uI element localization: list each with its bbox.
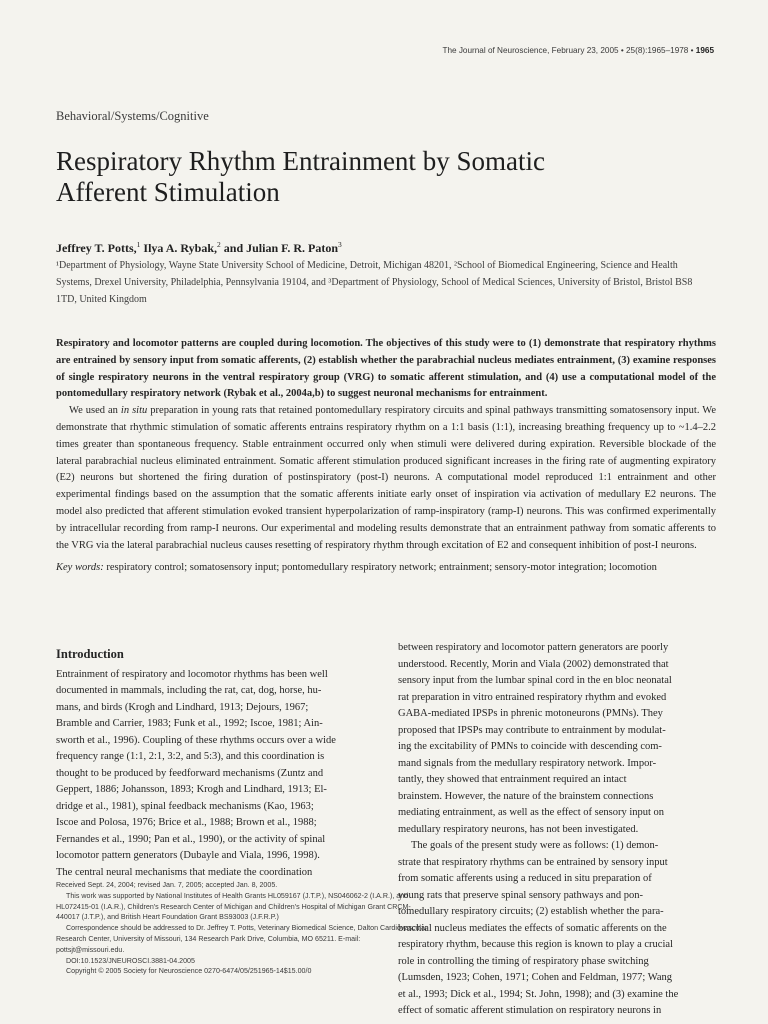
section-label: Behavioral/Systems/Cognitive — [56, 109, 209, 123]
text-line: thought to be produced by feedforward mechanisms (Zuntz and — [56, 767, 324, 779]
text-line: Correspondence should be addressed to Dr. Jeffrey T. Potts, Veterinary Biomedical Science, Dalton Cardiovascular — [66, 924, 428, 933]
text-line: strate that respiratory rhythms can be entrained by sensory input — [398, 856, 668, 868]
text-line: DOI:10.1523/JNEUROSCI.3881-04.2005 — [66, 956, 195, 965]
text-line: medullary respiratory neurons, has not been investigated. — [398, 823, 639, 835]
text-line: et al., 1993; Dick et al., 1994; St. John, 1998); and (3) examine the — [398, 988, 679, 1000]
footnotes — [56, 880, 428, 977]
page-number: 1965 — [695, 46, 714, 55]
text-line: Fernandes et al., 1990; Pan et al., 1990), or the activity of spinal — [56, 833, 326, 845]
title-line-2: Afferent Stimulation — [56, 177, 280, 207]
article-title — [56, 146, 716, 208]
text-line: The central neural mechanisms that mediate the coordination — [56, 866, 313, 878]
text-line: between respiratory and locomotor pattern generators are poorly — [398, 642, 669, 653]
text-line: HL072415-01 (I.A.R.), Children's Research Center of Michigan and Children's Hospital of Michigan Grant CRCM- — [56, 902, 411, 911]
text-line: This work was supported by National Institutes of Health Grants HL059167 (J.T.P.), NS046062-2 (I.A.R.), and — [66, 891, 409, 900]
text-line: tomedullary respiratory circuits; (2) establish whether the para- — [398, 906, 664, 917]
text-line: mediating entrainment, as well as the effect of sensory input on — [398, 807, 665, 818]
text-line: understood. Recently, Morin and Viala (2002) demonstrated that — [398, 658, 669, 670]
abstract-body-rest: preparation in young rats that retained pontomedullary respiratory circuits and spinal pathways transmitting somatosensory input. We demonstrate that rhythmic stimulation of somatic afferents entrains respiratory rhythm on a 1:1 basis (1:1), increasing breathing frequency up to ~1.4–2.2 times greater than spontaneous frequency. Stable entrainment occurred only when stimuli were delivered during expiration. Reversible blockade of the lateral parabrachial nucleus eliminated entrainment. Somatic afferent stimulation produced significant increases in the firing rate of augmenting expiratory (E2) neurons but shortened the firing duration of postinspiratory (post-I) neurons. A computational model reproduced 1:1 entrainment and other experimental findings based on the assumption that the somatic afferents initiate early onset of inspiration via activation of medullary E2 neurons. The model also predicted that afferent stimulation evoked transient hyperpolarization of ramp-inspiratory (ramp-I) neurons. This was confirmed experimentally by intracellular recording from ramp-I neurons. Our experimental and modeling results demonstrate that an entrainment pathway from somatic afferents to the VRG via the lateral parabrachial nucleus causes resetting of respiratory rhythm through excitation of E2 and consequent inhibition of post-I neurons. — [56, 405, 717, 551]
author-1-affil: 1 — [136, 240, 141, 249]
text-line: Iscoe and Polosa, 1976; Brice et al., 1988; Brown et al., 1988; — [56, 817, 317, 828]
text-line: mand signals from the medullary respiratory network. Impor- — [398, 757, 657, 769]
text-line: dridge et al., 1981), spinal feedback mechanisms (Kao, 1963; — [56, 800, 314, 812]
abstract-body — [56, 403, 716, 554]
journal-header — [442, 46, 714, 55]
author-3: and Julian F. R. Paton — [223, 241, 339, 255]
text-line: tantly, they showed that entrainment required an intact — [398, 774, 627, 785]
affiliation-line: ¹Department of Physiology, Wayne State University School of Medicine, Detroit, Michigan 48201, ²School of Biomedical Engineering, Science and Health — [56, 260, 678, 271]
author-2-affil: 2 — [217, 240, 221, 249]
text-line: Geppert, 1886; Johansson, 1893; Krogh and Lindhard, 1913; El- — [56, 784, 327, 795]
text-line: young rats that preserve spinal sensory pathways and pon- — [398, 889, 643, 901]
text-line: effect of somatic afferent stimulation on respiratory neurons in — [398, 1005, 662, 1016]
text-line: locomotor pattern generators (Dubayle and Viala, 1996, 1998). — [56, 850, 320, 861]
keywords-list: respiratory control; somatosensory input; pontomedullary respiratory network; entrainment; sensory-motor integration; locomotion — [106, 562, 657, 574]
text-line: respiratory rhythm, because this region is known to play a crucial — [398, 939, 673, 950]
abstract-summary: Respiratory and locomotor patterns are coupled during locomotion. The objectives of this study were to (1) demonstrate that respiratory rhythms are entrained by sensory input from somatic afferents, (2) establish whether the parabrachial nucleus mediates entrainment, (3) examine responses of single respiratory neurons in the ventral respiratory group (VRG) to somatic afferent stimulation, and (4) use a computational model of the pontomedullary respiratory network (Rybak et al., 2004a,b) to suggest neuronal mechanisms for entrainment. — [56, 338, 716, 400]
text-line: The goals of the present study were as follows: (1) demon- — [411, 840, 659, 851]
text-line: Copyright © 2005 Society for Neuroscience 0270-6474/05/251965-14$15.00/0 — [66, 967, 312, 976]
intro-right-column — [398, 640, 716, 1020]
text-line: mans, and birds (Krogh and Lindhard, 1913; Dejours, 1967; — [56, 701, 309, 713]
text-line: Research Center, University of Missouri, 134 Research Park Drive, Columbia, MO 65211. E-mail: — [56, 934, 361, 943]
affiliations — [56, 257, 716, 308]
text-line: Bramble and Carrier, 1983; Funk et al., 1992; Iscoe, 1981; Ain- — [56, 718, 323, 729]
text-line: GABA-mediated IPSPs in phrenic motoneurons (PMNs). They — [398, 708, 663, 719]
author-2: Ilya A. Rybak, — [143, 241, 218, 255]
abstract-body-italic: in situ — [120, 405, 148, 417]
intro-heading: Introduction — [56, 647, 124, 661]
affiliation-line: Systems, Drexel University, Philadelphia, Pennsylvania 19104, and ³Department of Physiology, School of Medical Sciences, University of Bristol, Bristol BS8 — [56, 277, 693, 288]
affiliation-line: 1TD, United Kingdom — [56, 294, 147, 305]
abstract — [56, 336, 716, 577]
journal-info: The Journal of Neuroscience, February 23, 2005 • 25(8):1965–1978 • — [442, 46, 694, 55]
intro-left-text — [56, 667, 374, 882]
text-line: rat preparation in vitro entrained respiratory rhythm and evoked — [398, 691, 667, 703]
text-line: brachial nucleus mediates the effects of somatic afferents on the — [398, 922, 667, 934]
author-1: Jeffrey T. Potts, — [56, 241, 137, 255]
text-line: proposed that IPSPs may contribute to entrainment by modulat- — [398, 724, 666, 736]
text-line: (Lumsden, 1923; Cohen, 1971; Cohen and Feldman, 1977; Wang — [398, 972, 672, 983]
text-line: ing the excitability of PMNs to coincide with descending com- — [398, 741, 662, 752]
abstract-body-start: We used an — [69, 405, 118, 417]
text-line: pottsjt@missouri.edu. — [56, 945, 125, 954]
text-line: role in controlling the timing of respiratory phase switching — [398, 955, 649, 967]
text-line: from somatic afferents using a reduced in situ preparation of — [398, 873, 652, 884]
text-line: sworth et al., 1996). Coupling of these rhythms occurs over a wide — [56, 734, 336, 746]
title-line-1: Respiratory Rhythm Entrainment by Somatic — [56, 146, 545, 176]
author-list — [56, 240, 342, 256]
text-line: 440017 (J.T.P.), and British Heart Foundation Grant BS93003 (J.F.R.P.) — [56, 913, 279, 922]
text-line: Received Sept. 24, 2004; revised Jan. 7, 2005; accepted Jan. 8, 2005. — [56, 881, 278, 889]
text-line: documented in mammals, including the rat, cat, dog, horse, hu- — [56, 685, 322, 696]
text-line: sensory input from the lumbar spinal cord in the en bloc neonatal — [398, 675, 672, 686]
keywords-label: Key words: — [56, 562, 104, 574]
text-line: brainstem. However, the nature of the brainstem connections — [398, 790, 654, 802]
intro-left-column — [56, 646, 374, 881]
text-line: frequency range (1:1, 2:1, 3:2, and 5:3), and this coordination is — [56, 751, 325, 762]
author-3-affil: 3 — [338, 240, 342, 249]
intro-right-text — [398, 640, 716, 1020]
keywords — [56, 560, 716, 577]
text-line: Entrainment of respiratory and locomotor rhythms has been well — [56, 668, 328, 680]
